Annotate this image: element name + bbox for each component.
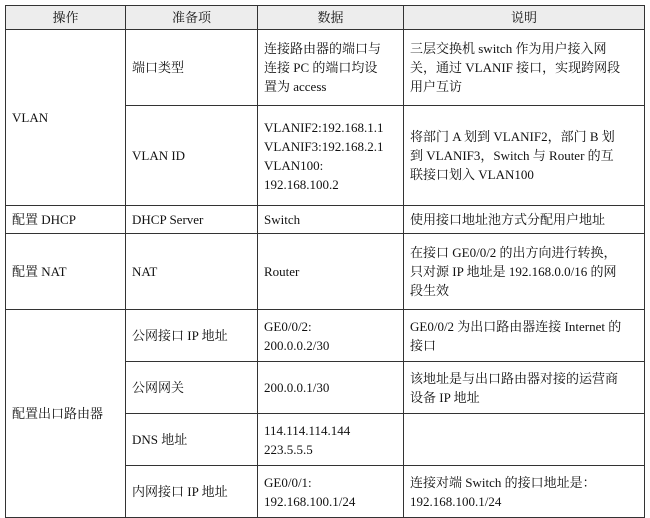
note-cell: 将部门 A 划到 VLANIF2，部门 B 划 到 VLANIF3，Switch 与 Router 的互 联接口划入 VLAN100 — [404, 106, 645, 206]
data-cell: VLANIF2:192.168.1.1 VLANIF3:192.168.2.1 VLAN100: 192.168.100.2 — [258, 106, 404, 206]
item-cell: 公网网关 — [126, 362, 258, 414]
header-note: 说明 — [404, 6, 645, 30]
operation-cell: 配置出口路由器 — [6, 310, 126, 518]
header-data: 数据 — [258, 6, 404, 30]
table-row — [6, 206, 645, 234]
note-cell: 该地址是与出口路由器对接的运营商 设备 IP 地址 — [404, 362, 645, 414]
item-cell: 公网接口 IP 地址 — [126, 310, 258, 362]
header-item: 准备项 — [126, 6, 258, 30]
data-cell: Router — [258, 234, 404, 310]
config-table — [5, 5, 645, 518]
note-cell: 使用接口地址池方式分配用户地址 — [404, 206, 645, 234]
operation-cell: VLAN — [6, 30, 126, 206]
item-cell: 内网接口 IP 地址 — [126, 466, 258, 518]
note-cell: GE0/0/2 为出口路由器连接 Internet 的 接口 — [404, 310, 645, 362]
header-row — [6, 6, 645, 30]
data-cell: GE0/0/1: 192.168.100.1/24 — [258, 466, 404, 518]
item-cell: 端口类型 — [126, 30, 258, 106]
note-cell: 三层交换机 switch 作为用户接入网 关，通过 VLANIF 接口，实现跨网段 用户互访 — [404, 30, 645, 106]
item-cell: VLAN ID — [126, 106, 258, 206]
table-row — [6, 30, 645, 106]
item-cell: DNS 地址 — [126, 414, 258, 466]
operation-cell: 配置 DHCP — [6, 206, 126, 234]
data-cell: GE0/0/2: 200.0.0.2/30 — [258, 310, 404, 362]
data-cell: Switch — [258, 206, 404, 234]
data-cell: 200.0.0.1/30 — [258, 362, 404, 414]
note-cell: 连接对端 Switch 的接口地址是： 192.168.100.1/24 — [404, 466, 645, 518]
item-cell: NAT — [126, 234, 258, 310]
header-operation: 操作 — [6, 6, 126, 30]
table-row — [6, 310, 645, 362]
operation-cell: 配置 NAT — [6, 234, 126, 310]
table-row — [6, 234, 645, 310]
item-cell: DHCP Server — [126, 206, 258, 234]
data-cell: 连接路由器的端口与 连接 PC 的端口均设 置为 access — [258, 30, 404, 106]
data-cell: 114.114.114.144 223.5.5.5 — [258, 414, 404, 466]
note-cell: 在接口 GE0/0/2 的出方向进行转换， 只对源 IP 地址是 192.168.0.0/16 的网 段生效 — [404, 234, 645, 310]
note-cell — [404, 414, 645, 466]
